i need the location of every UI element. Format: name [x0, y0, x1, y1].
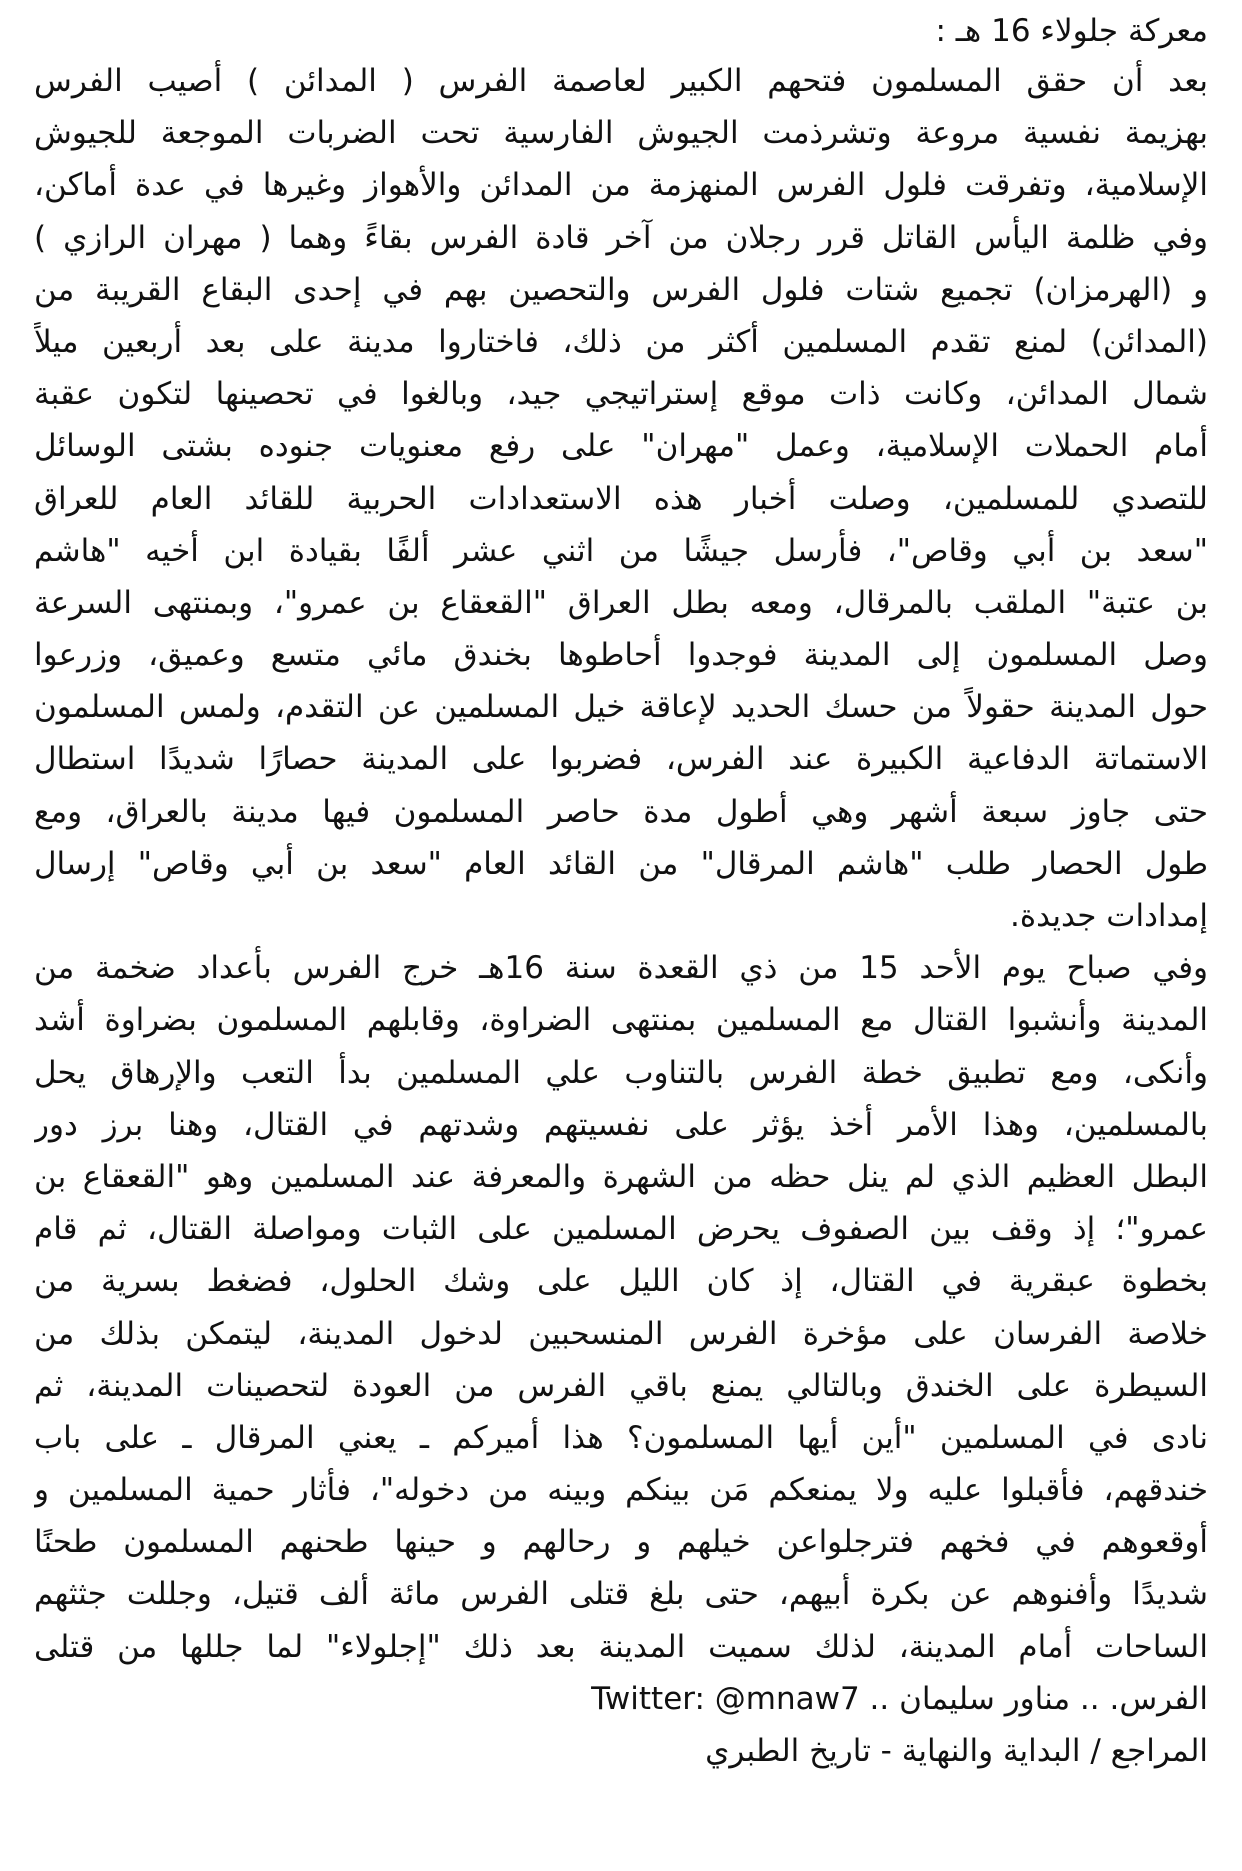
text-line: وفي صباح يوم الأحد 15 من ذي القعدة سنة 16هـ خرج الفرس بأعداد ضخمة من	[34, 950, 1208, 987]
text-line: بالمسلمين، وهذا الأمر أخذ يؤثر على نفسيتهم وشدتهم في القتال، وهنا برز دور	[34, 1106, 1208, 1143]
text-line: بخطوة عبقرية في القتال، إذ كان الليل على وشك الحلول، فضغط بسرية من	[34, 1263, 1208, 1300]
text-line: حول المدينة حقولاً من حسك الحديد لإعاقة خيل المسلمين عن التقدم، ولمس المسلمون	[34, 689, 1208, 726]
references-line: المراجع / البداية والنهاية - تاريخ الطبري	[705, 1733, 1208, 1769]
text-line: بعد أن حقق المسلمون فتحهم الكبير لعاصمة الفرس ( المدائن ) أصيب الفرس	[34, 63, 1208, 99]
article-title: معركة جلولاء 16 هـ :	[935, 13, 1208, 49]
text-line: للتصدي للمسلمين، وصلت أخبار هذه الاستعدادات الحربية للقائد العام للعراق	[34, 480, 1208, 517]
text-line: الاستماتة الدفاعية الكبيرة عند الفرس، فضربوا على المدينة حصارًا شديدًا استطال	[34, 741, 1208, 778]
text-line: بن عتبة" الملقب بالمرقال، ومعه بطل العراق "القعقاع بن عمرو"، وبمنتهى السرعة	[34, 584, 1208, 621]
text-line: شديدًا وأفنوهم عن بكرة أبيهم، حتى بلغ قتلى الفرس مائة ألف قتيل، وجللت جثثهم	[34, 1576, 1208, 1613]
text-line: نادى في المسلمين "أين أيها المسلمون؟ هذا أميركم ـ يعني المرقال ـ على باب	[34, 1419, 1208, 1456]
text-line: بهزيمة نفسية مروعة وتشرذمت الجيوش الفارسية تحت الضربات الموجعة للجيوش	[34, 115, 1208, 152]
text-line: أوقعوهم في فخهم فترجلواعن خيلهم و رحالهم و حينها طحنهم المسلمون طحنًا	[34, 1524, 1208, 1561]
text-line: و (الهرمزان) تجميع شتات فلول الفرس والتحصين بهم في إحدى البقاع القريبة من	[34, 271, 1208, 308]
text-line: وأنكى، ومع تطبيق خطة الفرس بالتناوب علي المسلمين بدأ التعب والإرهاق يحل	[34, 1054, 1208, 1091]
text-line: الساحات أمام المدينة، لذلك سميت المدينة بعد ذلك "إجلولاء" لما جللها من قتلى	[34, 1628, 1208, 1665]
text-line: أمام الحملات الإسلامية، وعمل "مهران" على رفع معنويات جنوده بشتى الوسائل	[34, 428, 1208, 465]
text-line: شمال المدائن، وكانت ذات موقع إستراتيجي جيد، وبالغوا في تحصينها لتكون عقبة	[34, 376, 1208, 413]
author-credit: الفرس. .. مناور سليمان .. Twitter: @mnaw7	[591, 1680, 1208, 1717]
text-line: (المدائن) لمنع تقدم المسلمين أكثر من ذلك، فاختاروا مدينة على بعد أربعين ميلاً	[34, 323, 1208, 360]
text-line: البطل العظيم الذي لم ينل حظه من الشهرة والمعرفة عند المسلمين وهو "القعقاع بن	[34, 1158, 1208, 1195]
text-line: المدينة وأنشبوا القتال مع المسلمين بمنتهى الضراوة، وقابلهم المسلمون بضراوة أشد	[34, 1002, 1208, 1039]
text-line: "سعد بن أبي وقاص"، فأرسل جيشًا من اثني عشر ألفًا بقيادة ابن أخيه "هاشم	[34, 532, 1208, 569]
paragraph-end-line: إمدادات جديدة.	[1010, 898, 1208, 934]
text-line: طول الحصار طلب "هاشم المرقال" من القائد العام "سعد بن أبي وقاص" إرسال	[34, 845, 1208, 882]
text-line: حتى جاوز سبعة أشهر وهي أطول مدة حاصر المسلمون فيها مدينة بالعراق، ومع	[34, 793, 1208, 830]
text-line: السيطرة على الخندق وبالتالي يمنع باقي الفرس من العودة لتحصينات المدينة، ثم	[34, 1367, 1208, 1404]
text-line: خلاصة الفرسان على مؤخرة الفرس المنسحبين لدخول المدينة، ليتمكن بذلك من	[34, 1315, 1208, 1352]
text-line: عمرو"؛ إذ وقف بين الصفوف يحرض المسلمين على الثبات ومواصلة القتال، ثم قام	[34, 1211, 1208, 1248]
text-line: الإسلامية، وتفرقت فلول الفرس المنهزمة من المدائن والأهواز وغيرها في عدة أماكن،	[34, 167, 1208, 204]
text-line: خندقهم، فأقبلوا عليه ولا يمنعكم مَن بينكم وبينه من دخوله"، فأثار حمية المسلمين و	[34, 1472, 1208, 1509]
text-line: وصل المسلمون إلى المدينة فوجدوا أحاطوها بخندق مائي متسع وعميق، وزرعوا	[34, 637, 1208, 674]
text-line: وفي ظلمة اليأس القاتل قرر رجلان من آخر قادة الفرس بقاءً وهما ( مهران الرازي )	[34, 219, 1208, 256]
